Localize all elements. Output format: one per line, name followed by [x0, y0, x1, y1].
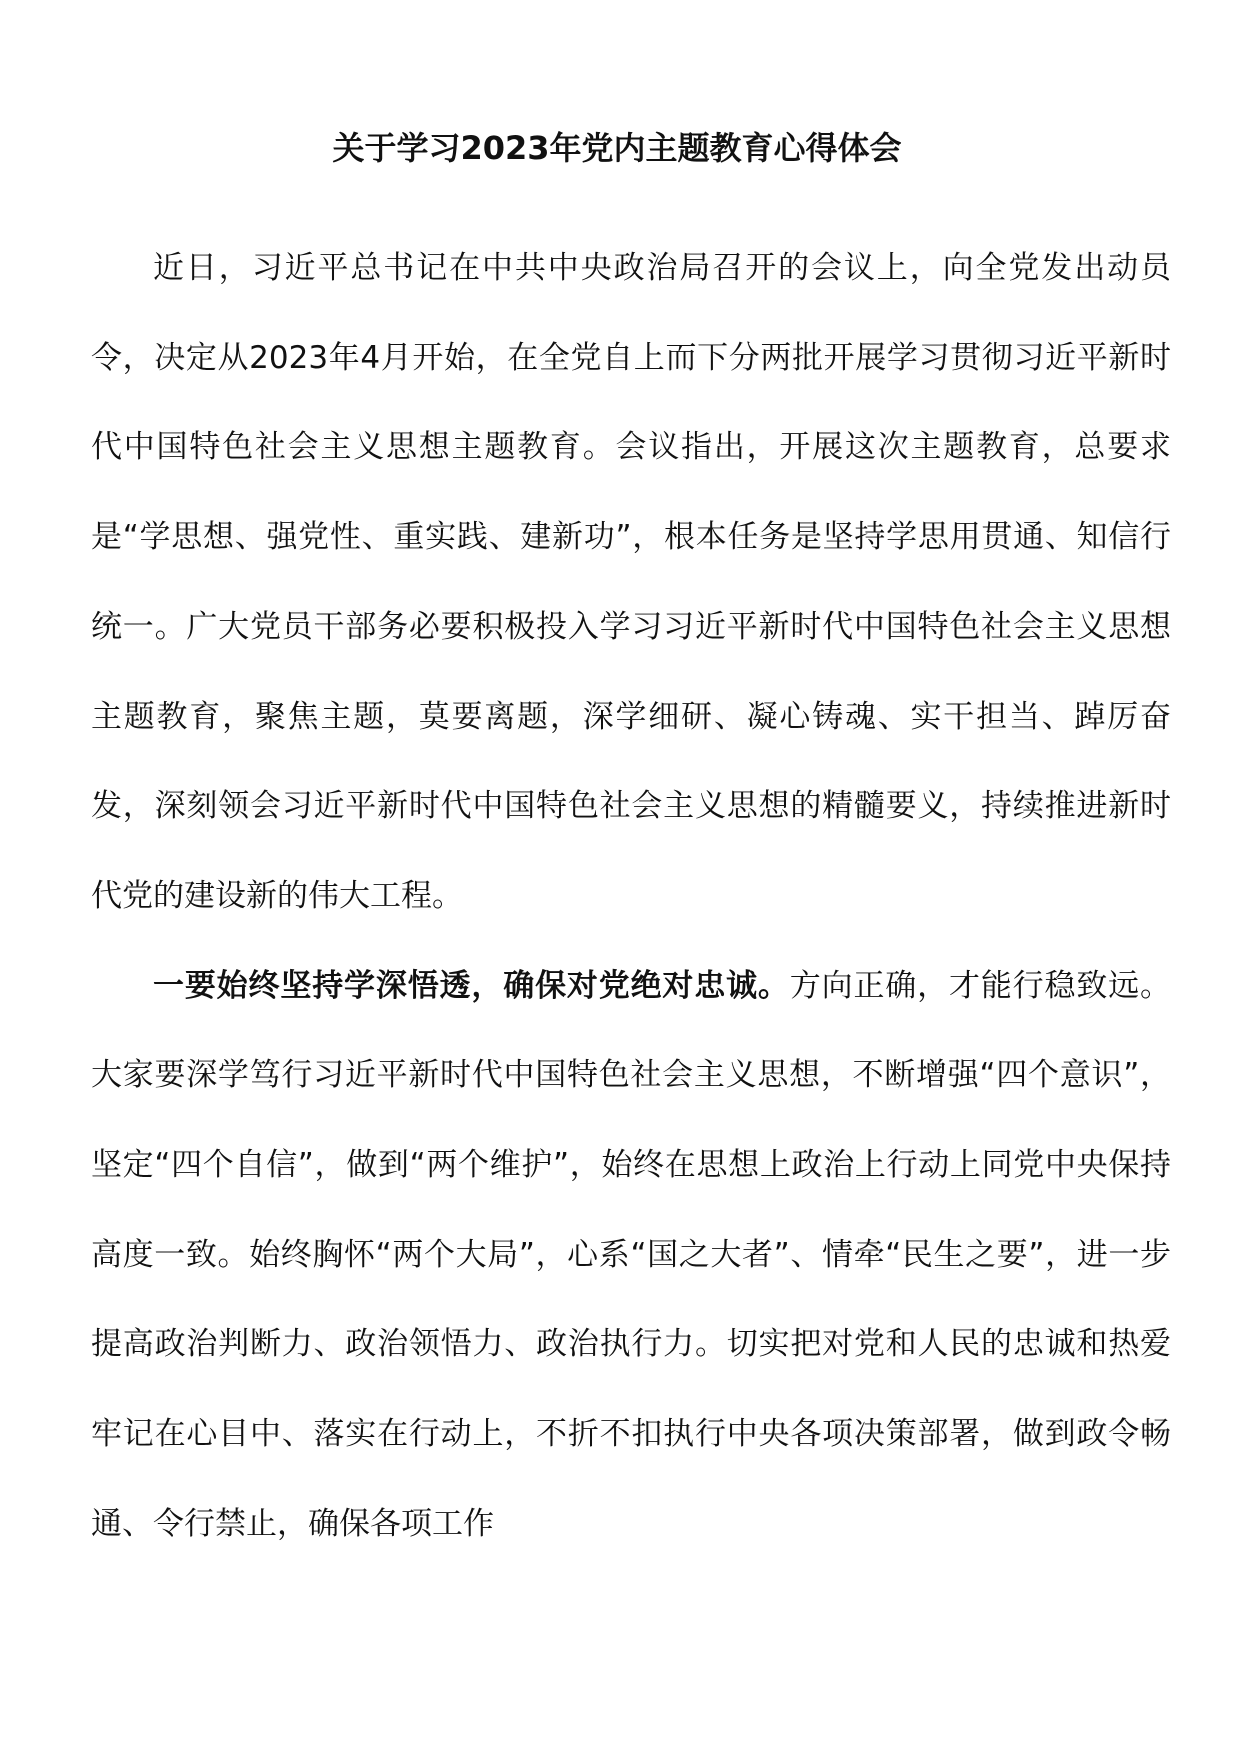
paragraph-text: 方向正确，才能行稳致远。大家要深学笃行习近平新时代中国特色社会主义思想，不断增强“四个意识”，坚定“四个自信”，做到“两个维护”，始终在思想上政治上行动上同党中央保持高度一致。始终胸怀“两个大局”，心系“国之大者”、情牵“民生之要”，进一步提高政治判断力、政治领悟力、政治执行力。切实把对党和人民的忠诚和热爱牢记在心目中、落实在行动上，不折不扣执行中央各项决策部署，做到政令畅通、令行禁止，确保各项工作 [91, 967, 1172, 1542]
paragraph-point-one [91, 942, 1171, 1570]
paragraph-text: 近日，习近平总书记在中共中央政治局召开的会议上，向全党发出动员令，决定从2023年4月开始，在全党自上而下分两批开展学习贯彻习近平新时代中国特色社会主义思想主题教育。会议指出，开展这次主题教育，总要求是“学思想、强党性、重实践、建新功”，根本任务是坚持学思用贯通、知信行统一。广大党员干部务必要积极投入学习习近平新时代中国特色社会主义思想主题教育，聚焦主题，莫要离题，深学细研、凝心铸魂、实干担当、踔厉奋发，深刻领会习近平新时代中国特色社会主义思想的精髓要义，持续推进新时代党的建设新的伟大工程。 [91, 250, 1171, 914]
document-title: 关于学习2023年党内主题教育心得体会 [332, 129, 902, 167]
paragraph-intro [91, 224, 1171, 942]
paragraph-lead: 一要始终坚持学深悟透，确保对党绝对忠诚。 [153, 967, 790, 1004]
document-body [91, 224, 1171, 1570]
